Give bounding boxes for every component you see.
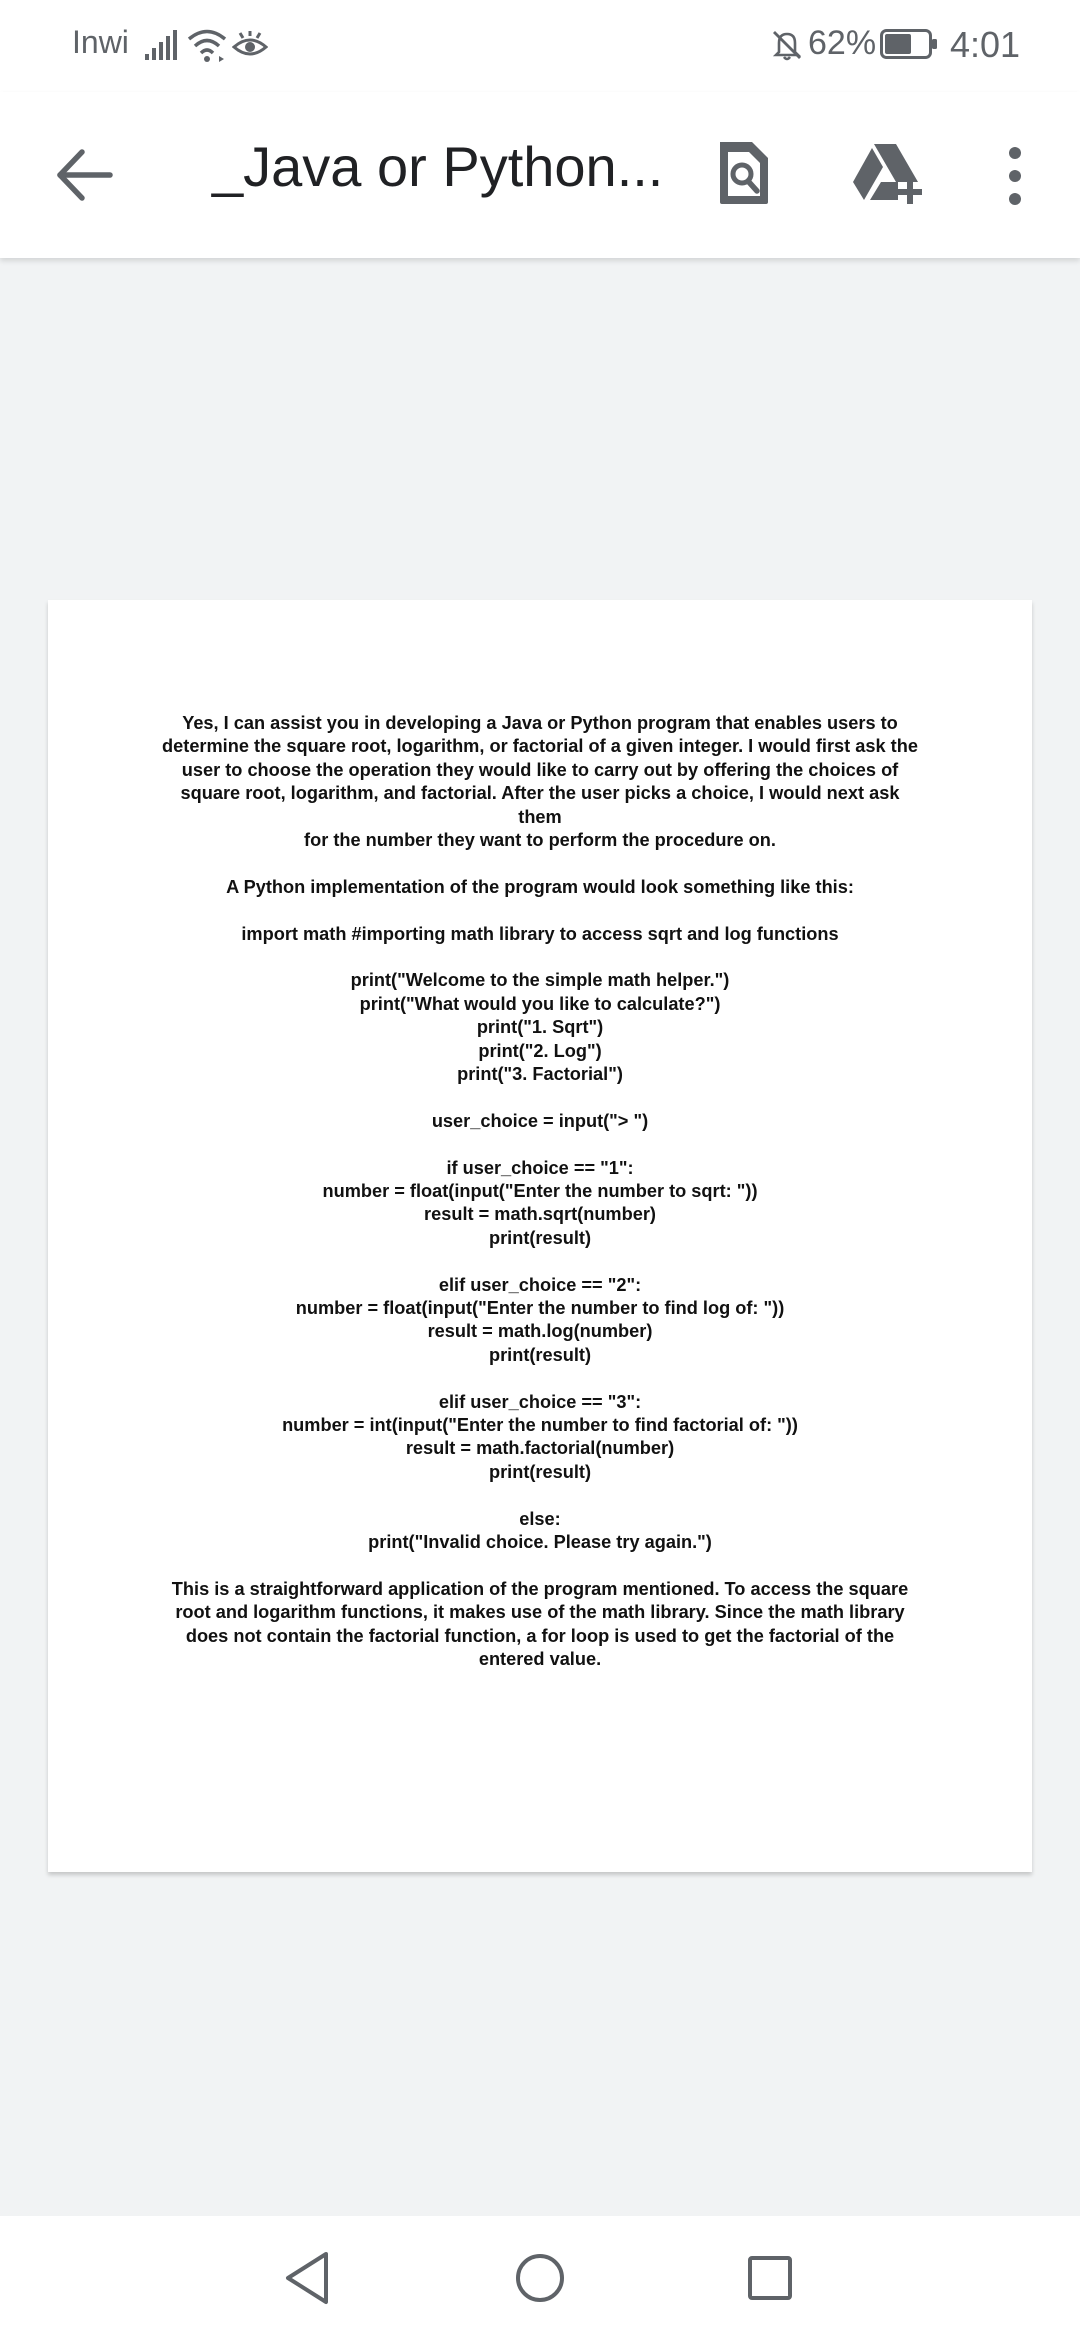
text-line: Yes, I can assist you in developing a Java or Python program that enables users to	[182, 713, 898, 733]
code-import: import math #importing math library to access sqrt and log functions	[241, 923, 839, 944]
document-title: _Java or Python...	[212, 135, 664, 198]
battery-icon	[880, 29, 938, 59]
code-line: print(result)	[488, 1344, 592, 1365]
code-line: elif user_choice == "2":	[438, 1274, 642, 1295]
signal-icon	[144, 28, 178, 62]
battery-percent: 62%	[808, 24, 877, 62]
code-line: elif user_choice == "3":	[438, 1391, 642, 1412]
code-line: print("1. Sqrt")	[476, 1017, 604, 1038]
code-line: number = float(input("Enter the number to sqrt: "))	[322, 1181, 758, 1202]
code-line: print("3. Factorial")	[457, 1064, 623, 1085]
code-line: result = math.sqrt(number)	[424, 1204, 656, 1225]
code-line: result = math.log(number)	[427, 1321, 653, 1342]
text-line: root and logarithm functions, it makes use of the math library. Since the math library	[175, 1602, 905, 1623]
code-branch-1	[158, 1157, 922, 1251]
find-in-document-icon[interactable]	[714, 138, 774, 208]
status-bar	[0, 0, 1080, 92]
code-line: print(result)	[488, 1227, 592, 1248]
document-page[interactable]	[48, 600, 1032, 1872]
code-else	[158, 1508, 922, 1555]
code-branch-3	[158, 1391, 922, 1485]
code-line: if user_choice == "1":	[446, 1157, 634, 1178]
outro-paragraph	[158, 1578, 922, 1672]
nav-recents-icon[interactable]	[744, 2250, 796, 2306]
text-line: This is a straightforward application of the program mentioned. To access the square	[171, 1578, 909, 1599]
python-intro: A Python implementation of the program would look something like this:	[226, 876, 854, 897]
code-line: print("2. Log")	[478, 1040, 602, 1061]
text-line: determine the square root, logarithm, or factorial of a given integer. I would first ask the	[162, 736, 918, 757]
nav-home-icon[interactable]	[514, 2250, 566, 2306]
back-arrow-icon[interactable]	[52, 142, 118, 208]
system-nav-bar	[0, 2216, 1080, 2340]
code-line: number = int(input("Enter the number to find factorial of: "))	[282, 1415, 798, 1436]
document-text	[158, 712, 922, 1695]
code-line: print("Welcome to the simple math helper.")	[350, 970, 730, 991]
bell-off-icon	[770, 28, 804, 62]
nav-back-icon[interactable]	[282, 2250, 334, 2306]
app-toolbar	[0, 92, 1080, 258]
add-to-drive-icon[interactable]	[852, 142, 924, 206]
code-line: else:	[519, 1508, 561, 1529]
text-line: does not contain the factorial function, a for loop is used to get the factorial of the	[185, 1625, 895, 1646]
text-line: entered value.	[478, 1649, 602, 1670]
clock: 4:01	[950, 24, 1021, 65]
text-line: user to choose the operation they would like to carry out by offering the choices of	[181, 759, 899, 780]
code-line: print("Invalid choice. Please try again.")	[368, 1532, 712, 1553]
code-prints	[158, 969, 922, 1086]
code-line: number = float(input("Enter the number to find log of: "))	[295, 1298, 785, 1319]
text-line: square root, logarithm, and factorial. After the user picks a choice, I would next ask them	[180, 783, 900, 827]
carrier-name: Inwi	[72, 24, 129, 60]
eye-comfort-icon	[232, 30, 268, 60]
wifi-icon	[186, 26, 228, 64]
code-input: user_choice = input("> ")	[431, 1110, 649, 1131]
intro-paragraph	[158, 712, 922, 852]
more-vert-icon[interactable]	[1000, 144, 1030, 208]
code-line: result = math.factorial(number)	[405, 1438, 675, 1459]
text-line: for the number they want to perform the procedure on.	[304, 830, 776, 851]
code-line: print("What would you like to calculate?")	[359, 993, 721, 1014]
code-branch-2	[158, 1274, 922, 1368]
code-line: print(result)	[488, 1461, 592, 1482]
